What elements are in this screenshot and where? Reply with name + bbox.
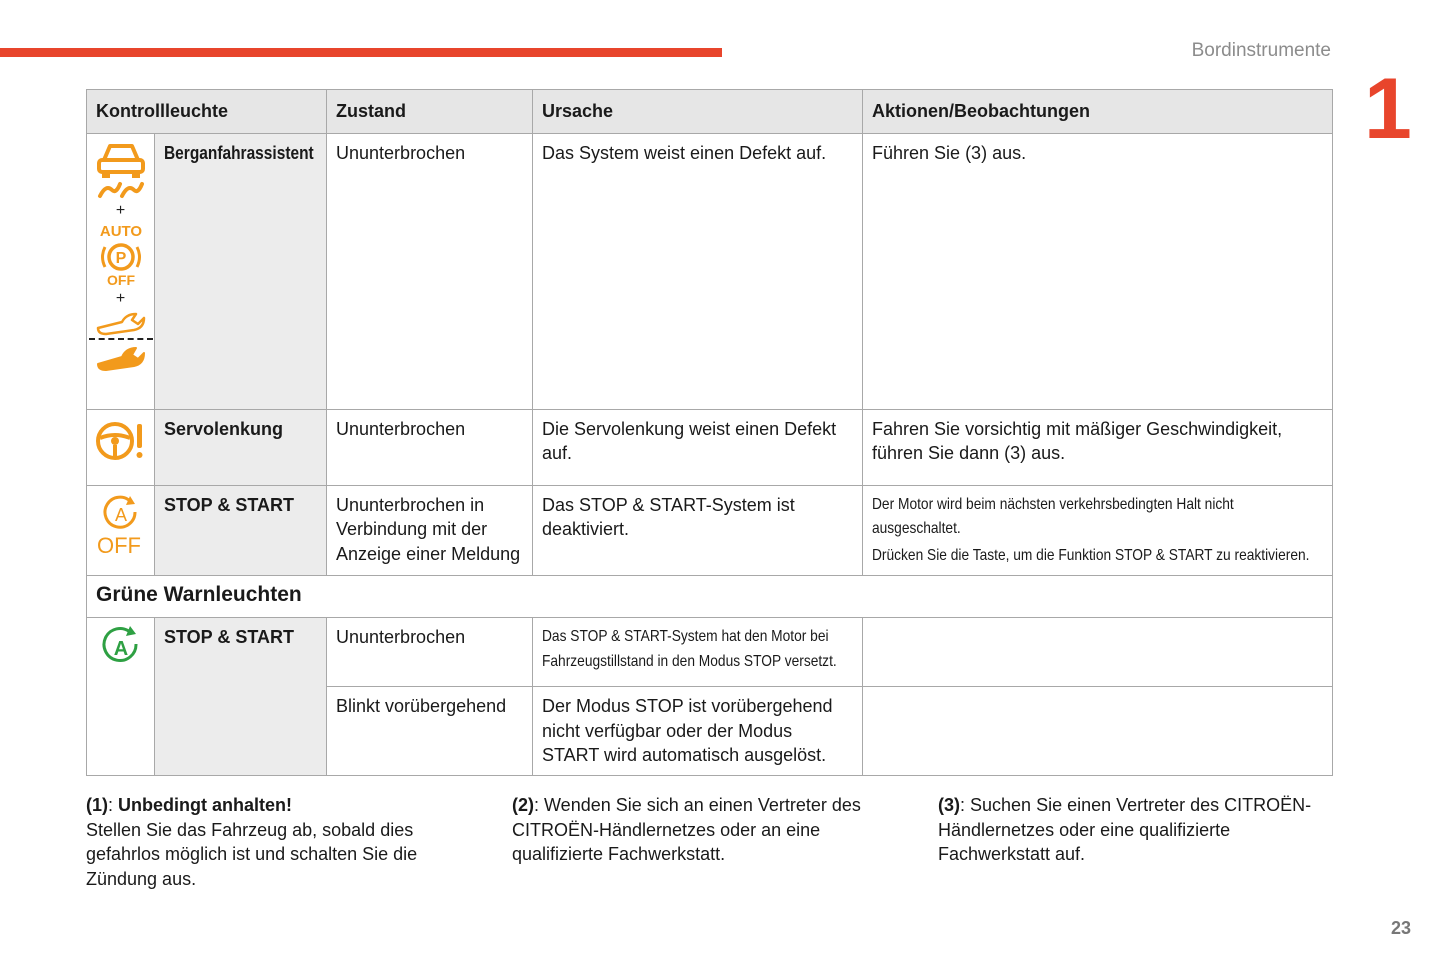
footnote-title: Unbedingt anhalten! xyxy=(118,795,293,815)
column-header: Aktionen/Beobachtungen xyxy=(863,90,1333,134)
light-name: Berganfahrassistent xyxy=(155,133,327,409)
green-section-header xyxy=(87,576,1333,618)
cause-cell: Das STOP & START-System ist deaktiviert. xyxy=(533,485,863,576)
cause-cell: Der Modus STOP ist vorübergehend nicht verfügbar oder der Modus START wird automatisch ausgelöst. xyxy=(533,687,863,776)
warning-lights-table xyxy=(86,89,1333,776)
top-accent-bar xyxy=(0,48,722,57)
footnote-1: (1): Unbedingt anhalten! Stellen Sie das Fahrzeug ab, sobald dies gefahrlos möglich ist und schalten Sie die Zündung aus. xyxy=(86,795,418,889)
chapter-number: 1 xyxy=(1364,61,1412,157)
footnote-3: (3): Suchen Sie einen Vertreter des CITROËN-Händlernetzes oder eine qualifizierte Fachwerkstatt auf. xyxy=(938,795,1312,864)
cause-cell: Die Servolenkung weist einen Defekt auf. xyxy=(533,409,863,485)
action-cell: Führen Sie (3) aus. xyxy=(863,133,1333,409)
steering-warning-icon xyxy=(93,416,149,466)
service-wrench-filled-icon xyxy=(94,344,148,372)
table-row xyxy=(87,133,1333,409)
footnote-text: Suchen Sie einen Vertreter des CITROËN-Händlernetzes oder eine qualifizierte Fachwerkstatt auf. xyxy=(938,795,1312,864)
stop-start-off-icon xyxy=(94,492,148,558)
action-line: Der Motor wird beim nächsten verkehrsbedingten Halt nicht ausgeschaltet. xyxy=(872,495,1234,537)
column-header: Ursache xyxy=(533,90,863,134)
footnote-2: (2): Wenden Sie sich an einen Vertreter des CITROËN-Händlernetzes oder an eine qualifizierte Fachwerkstatt. xyxy=(512,795,861,864)
icon-text-auto: AUTO xyxy=(99,222,142,240)
icon-text-off: OFF xyxy=(106,271,135,288)
footnote-text: Stellen Sie das Fahrzeug ab, sobald dies gefahrlos möglich ist und schalten Sie die Zündung aus. xyxy=(86,819,418,889)
stop-start-green-icon xyxy=(96,624,146,668)
icon-cell xyxy=(87,133,155,409)
table-row xyxy=(87,618,1333,687)
action-cell xyxy=(863,485,1333,576)
icon-text-off: OFF xyxy=(96,532,141,558)
service-wrench-icon xyxy=(94,310,148,336)
action-cell xyxy=(863,618,1333,687)
cause-cell: Das STOP & START-System hat den Motor bei Fahrzeugstillstand in den Modus STOP versetzt. xyxy=(533,618,863,687)
green-section-title: Grüne Warnleuchten xyxy=(87,576,1333,618)
icon-text-a: A xyxy=(114,504,127,525)
table-row xyxy=(87,409,1333,485)
column-header: Zustand xyxy=(327,90,533,134)
footnote-ref: (3) xyxy=(938,795,960,815)
icon-cell xyxy=(87,409,155,485)
light-name: Servolenkung xyxy=(155,409,327,485)
state-cell: Ununterbrochen xyxy=(327,618,533,687)
hill-assist-icon xyxy=(94,140,148,200)
icon-cell xyxy=(87,618,155,776)
action-line: Drücken Sie die Taste, um die Funktion STOP & START zu reaktivieren. xyxy=(872,546,1310,564)
table-header-row xyxy=(87,90,1333,134)
page-number: 23 xyxy=(1390,918,1411,938)
state-cell: Ununterbrochen xyxy=(327,133,533,409)
light-name: STOP & START xyxy=(155,485,327,576)
state-cell: Ununterbrochen xyxy=(327,409,533,485)
table-row xyxy=(87,485,1333,576)
icon-cell xyxy=(87,485,155,576)
footnote-text: Wenden Sie sich an einen Vertreter des CITROËN-Händlernetzes oder an eine qualifizierte Fachwerkstatt. xyxy=(512,795,861,864)
state-cell: Ununterbrochen in Verbindung mit der Anzeige einer Meldung xyxy=(327,485,533,576)
action-cell: Fahren Sie vorsichtig mit mäßiger Geschwindigkeit, führen Sie dann (3) aus. xyxy=(863,409,1333,485)
footnote-ref: (1) xyxy=(86,795,108,815)
action-cell xyxy=(863,687,1333,776)
auto-p-off-icon xyxy=(94,222,148,288)
footnote-ref: (2) xyxy=(512,795,534,815)
dashed-divider xyxy=(89,338,153,340)
icon-text-p: P xyxy=(115,249,126,267)
plus-sign: + xyxy=(115,289,126,307)
plus-sign: + xyxy=(115,201,126,219)
cause-cell: Das System weist einen Defekt auf. xyxy=(533,133,863,409)
light-name: STOP & START xyxy=(155,618,327,776)
state-cell: Blinkt vorübergehend xyxy=(327,687,533,776)
section-title: Bordinstrumente xyxy=(1191,40,1331,61)
icon-text-a: A xyxy=(113,638,128,660)
column-header: Kontrollleuchte xyxy=(87,90,327,134)
